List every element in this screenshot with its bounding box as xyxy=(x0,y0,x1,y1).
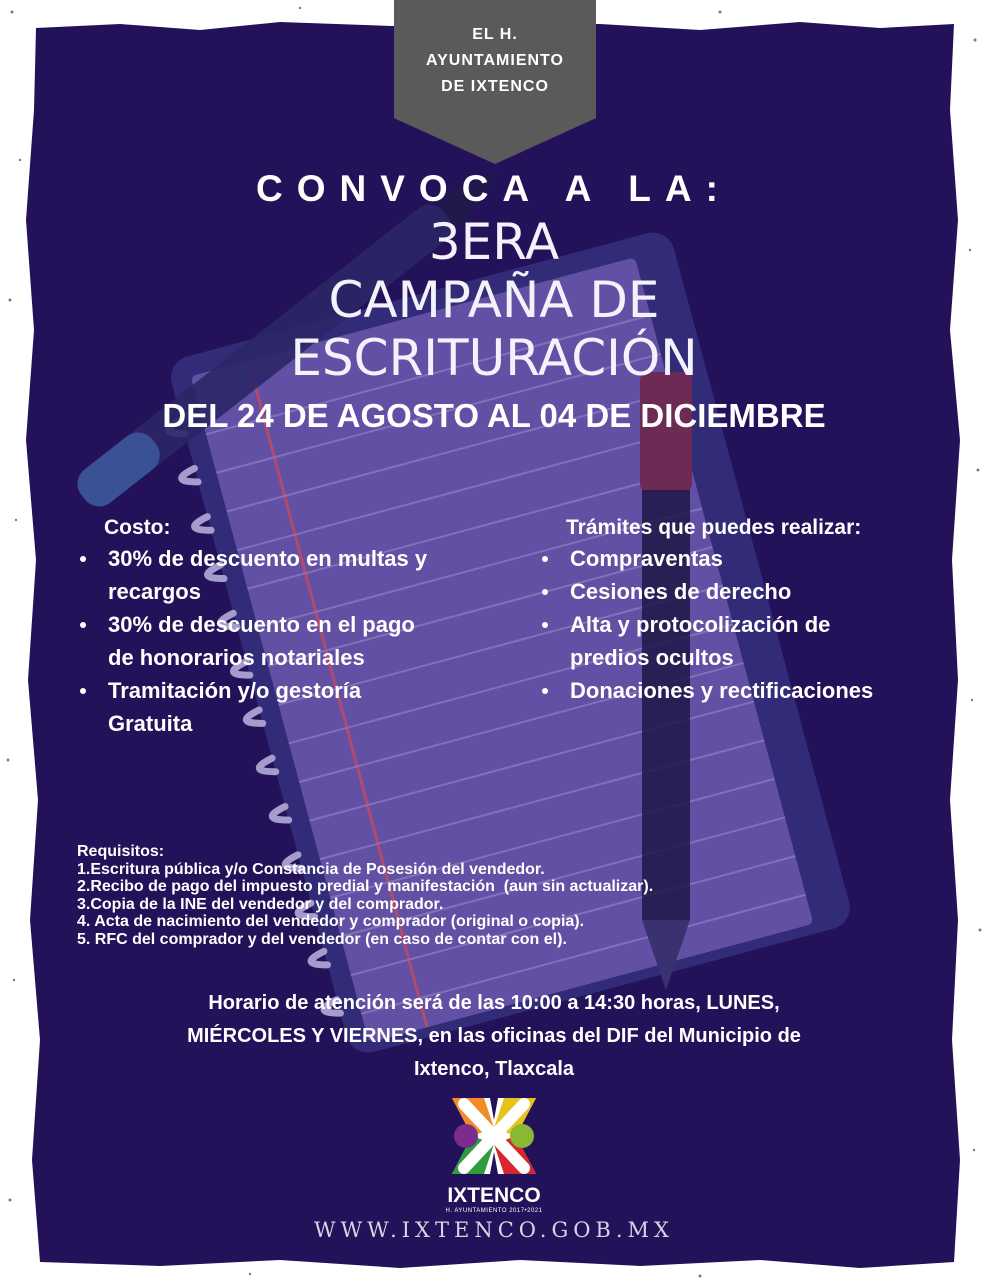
title-line-1: 3ERA xyxy=(428,213,560,271)
website-link[interactable]: WWW.IXTENCO.GOB.MX xyxy=(314,1218,674,1242)
title-line-2: CAMPAÑA DE xyxy=(328,271,660,329)
list-item: Cesiones de derecho xyxy=(540,575,940,608)
schedule-line: Horario de atención será de las 10:00 a 14:30 horas, LUNES, xyxy=(208,992,780,1014)
organization-name xyxy=(394,22,596,100)
requisito-item: 2.Recibo de pago del impuesto predial y manifestación (aun sin actualizar). xyxy=(77,878,654,895)
requisito-item: 5. RFC del comprador y del vendedor (en caso de contar con el). xyxy=(77,930,567,948)
tramites-list xyxy=(540,542,940,707)
requisito-item: 1.Escritura pública y/o Constancia de Posesión del vendedor. xyxy=(77,860,545,878)
requisitos-section xyxy=(77,843,653,948)
campaign-dates: DEL 24 DE AGOSTO AL 04 DE DICIEMBRE xyxy=(162,397,826,434)
schedule-line: Ixtenco, Tlaxcala xyxy=(413,1058,575,1080)
schedule-line: MIÉRCOLES Y VIERNES, en las oficinas del DIF del Municipio de xyxy=(187,1025,801,1047)
tramites-title: Trámites que puedes realizar: xyxy=(566,516,862,539)
list-item: 30% de descuento en el pago de honorarios notariales xyxy=(78,608,478,674)
schedule-text xyxy=(120,987,868,1086)
list-item: Tramitación y/o gestoría Gratuita xyxy=(78,674,478,740)
convoca-heading: CONVOCA A LA: xyxy=(256,168,732,209)
org-line: EL H. xyxy=(472,26,518,43)
logo-subtitle: H. AYUNTAMIENTO 2017•2021 xyxy=(445,1208,543,1214)
ixtenco-logo-icon xyxy=(444,1090,544,1182)
org-line: AYUNTAMIENTO xyxy=(426,52,564,69)
requisito-item: 3.Copia de la INE del vendedor y del comprador. xyxy=(77,895,444,913)
requisitos-title: Requisitos: xyxy=(77,843,165,860)
list-item: 30% de descuento en multas y recargos xyxy=(78,542,478,608)
list-item: Alta y protocolización de predios ocultos xyxy=(540,608,940,674)
title-line-3: ESCRITURACIÓN xyxy=(290,329,698,387)
requisito-item: 4. Acta de nacimiento del vendedor y comprador (original o copia). xyxy=(77,913,585,930)
costo-title: Costo: xyxy=(104,516,171,539)
org-line: DE IXTENCO xyxy=(441,78,549,95)
list-item: Donaciones y rectificaciones xyxy=(540,674,940,707)
list-item: Compraventas xyxy=(540,542,940,575)
logo-name: IXTENCO xyxy=(447,1184,541,1207)
costo-list xyxy=(78,542,478,740)
